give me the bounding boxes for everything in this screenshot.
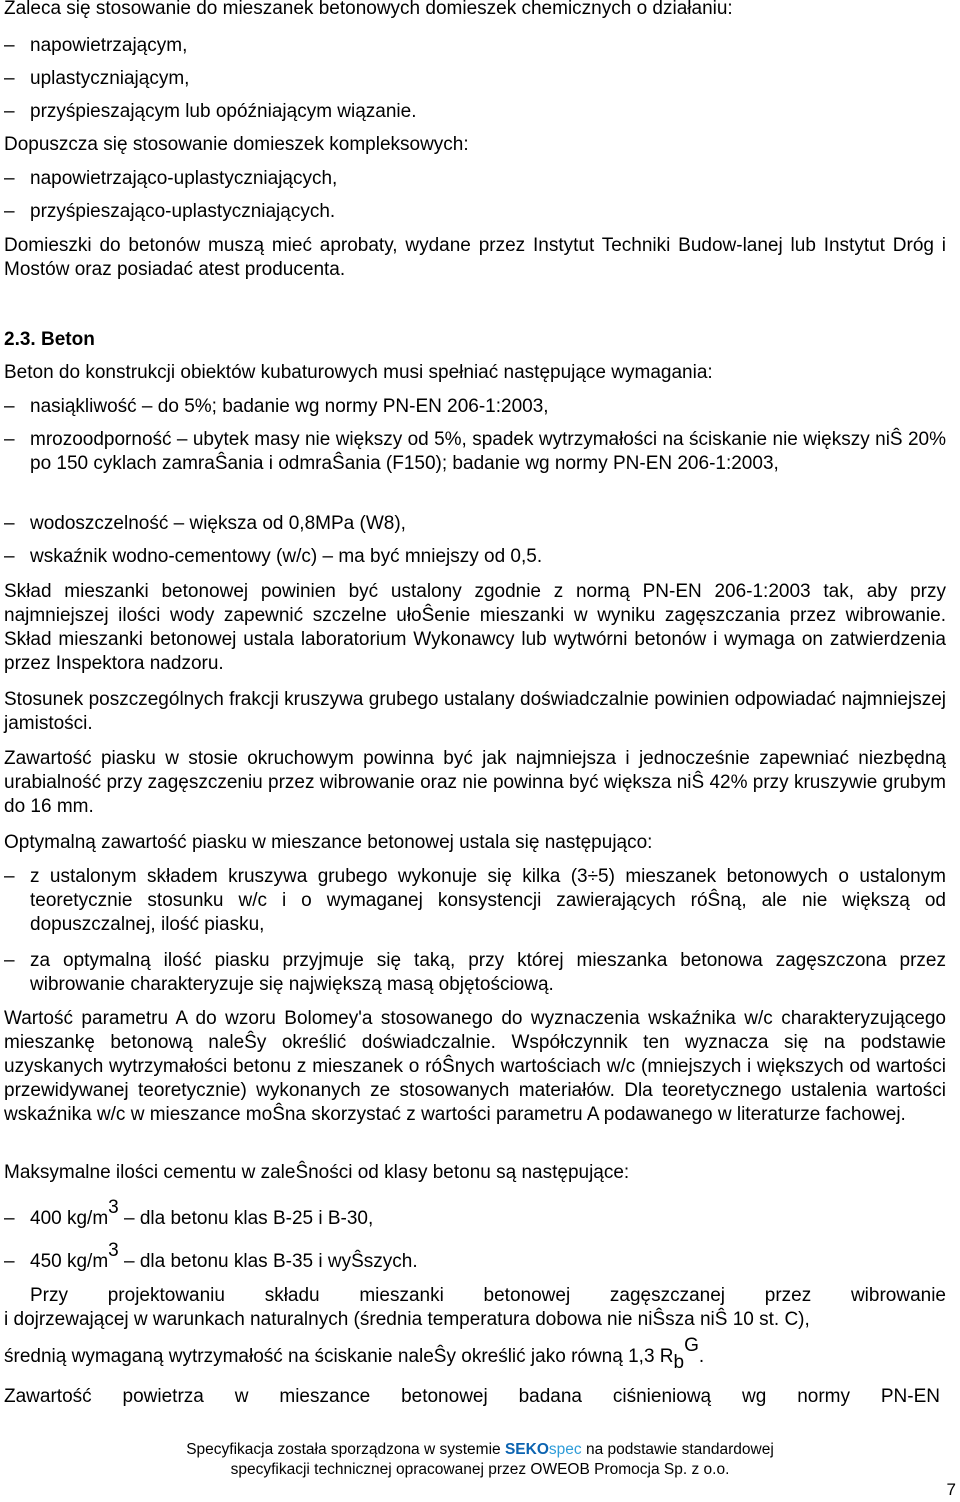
list-item: – napowietrzająco-uplastyczniających, (4, 168, 338, 189)
list-item: – wodoszczelność – większa od 0,8MPa (W8), (4, 513, 406, 534)
ratio-paragraph: Stosunek poszczególnych frakcji kruszywa grubego ustalany doświadczalnie powinien odpowiadać najmniejszej jamistości. (4, 689, 946, 734)
design-line-2: i dojrzewającej w warunkach naturalnych (średnia temperatura dobowa nie niŜsza niŜ 10 st. C), (4, 1309, 810, 1330)
dash-bullet: – (4, 513, 15, 534)
list-item: – przyśpieszającym lub opóźniającym wiązanie. (4, 101, 417, 122)
dash-bullet: – (4, 429, 15, 450)
list-item: – uplastyczniającym, (4, 68, 190, 89)
brand-logo-spec: spec (548, 1441, 582, 1458)
dash-bullet: – (4, 546, 15, 567)
design-line-1: Przy projektowaniu składu mieszanki betonowej zagęszczanej przez wibrowanie (30, 1285, 946, 1306)
dash-bullet: – (4, 168, 15, 189)
list-item: – z ustalonym składem kruszywa grubego wykonuje się kilka (3÷5) mieszanek betonowych o ustalonym teoretycznie stosunku w/c i o wymaganej konsystencji zawierających róŜną, ale nie większą od dopuszczalnej, ilość piasku, (4, 866, 946, 935)
cement-intro: Maksymalne ilości cementu w zaleŜności od klasy betonu są następujące: (4, 1162, 630, 1183)
design-line-3: średnią wymaganą wytrzymałość na ściskanie naleŜy określić jako równą 1,3 $R_b^G$. (4, 1335, 705, 1373)
page-footer (0, 1440, 960, 1480)
dash-bullet: – (4, 1251, 15, 1272)
section-heading: 2.3. Beton (4, 329, 95, 350)
dash-bullet: – (4, 396, 15, 417)
list-item: – 400 $kg/m^3$ – dla betonu klas B-25 i B-30, (4, 1197, 374, 1229)
intro-paragraph: Zaleca się stosowanie do mieszanek betonowych domieszek chemicznych o działaniu: (4, 0, 733, 19)
dash-bullet: – (4, 101, 15, 122)
list-item: – wskaźnik wodno-cementowy (w/c) – ma być mniejszy od 0,5. (4, 546, 543, 567)
approval-paragraph: Domieszki do betonów muszą mieć aprobaty, wydane przez Instytut Techniki Budow-lanej lub Instytut Dróg i Mostów oraz posiadać atest producenta. (4, 235, 946, 280)
dash-bullet: – (4, 35, 15, 56)
sand-paragraph: Zawartość piasku w stosie okruchowym powinna być jak najmniejsza i jednocześnie zapewniać niezbędną urabialność przy zagęszczeniu przez wibrowanie oraz nie powinna być większa niŜ 42% przy kruszywie grubym do 16 mm. (4, 748, 946, 817)
optimal-intro: Optymalną zawartość piasku w mieszance betonowej ustala się następująco: (4, 832, 653, 853)
list-item: – przyśpieszająco-uplastyczniających. (4, 201, 336, 222)
list-item: – za optymalną ilość piasku przyjmuje się taką, przy której mieszanka betonowa zagęszczona przez wibrowanie charakteryzuje się największą masą objętościową. (4, 950, 946, 995)
dash-bullet: – (4, 866, 15, 887)
list-item: – mrozoodporność – ubytek masy nie większy od 5%, spadek wytrzymałości na ściskanie nie większy niŜ 20% po 150 cyklach zamraŜania i odmraŜania (F150); badanie wg normy PN-EN 206-1:2003, (4, 429, 946, 474)
list-item: – 450 $kg/m^3$ – dla betonu klas B-35 i wyŜszych. (4, 1240, 418, 1272)
air-paragraph: Zawartość powietrza w mieszance betonowej badana ciśnieniową wg normy PN-EN (4, 1386, 940, 1407)
bolomey-paragraph: Wartość parametru A do wzoru Bolomey'a stosowanego do wyznaczenia wskaźnika w/c charakteryzującego mieszankę betonową naleŜy określić doświadczalnie. Współczynnik ten wyznacza się na podstawie uzyskanych wytrzymałości betonu z mieszanek o róŜnych wartościach w/c (mniejszych i większych od wartości przewidywanej teoretycznie) wykonanych ze stosowanych materiałów. Dla teoretycznego ustalenia wartości wskaźnika w/c w mieszance moŜna skorzystać z wartości parametru A podawanego w literaturze fachowej. (4, 1008, 946, 1125)
dash-bullet: – (4, 950, 15, 971)
dash-bullet: – (4, 1208, 15, 1229)
complex-intro: Dopuszcza się stosowanie domieszek kompleksowych: (4, 134, 469, 155)
page-number: 7 (946, 1480, 956, 1499)
list-item: – napowietrzającym, (4, 35, 188, 56)
dash-bullet: – (4, 201, 15, 222)
mix-paragraph: Skład mieszanki betonowej powinien być ustalony zgodnie z normą PN-EN 206-1:2003 tak, aby przy najmniejszej ilości wody zapewnić szczelne ułoŜenie mieszanki w wyniku zagęszczania przez wibrowanie. Skład mieszanki betonowej ustala laboratorium Wykonawcy lub wytwórni betonów i wymaga on zatwierdzenia przez Inspektora nadzoru. (4, 581, 946, 674)
brand-logo-seko: SEKO (504, 1441, 549, 1458)
footer-line-1: Specyfikacja została sporządzona w systemie SEKOspec na podstawie standardowej (186, 1441, 774, 1458)
footer-line-2: specyfikacji technicznej opracowanej przez OWEOB Promocja Sp. z o.o. (230, 1461, 730, 1478)
dash-bullet: – (4, 68, 15, 89)
requirements-intro: Beton do konstrukcji obiektów kubaturowych musi spełniać następujące wymagania: (4, 362, 713, 383)
list-item: – nasiąkliwość – do 5%; badanie wg normy PN-EN 206-1:2003, (4, 396, 549, 417)
